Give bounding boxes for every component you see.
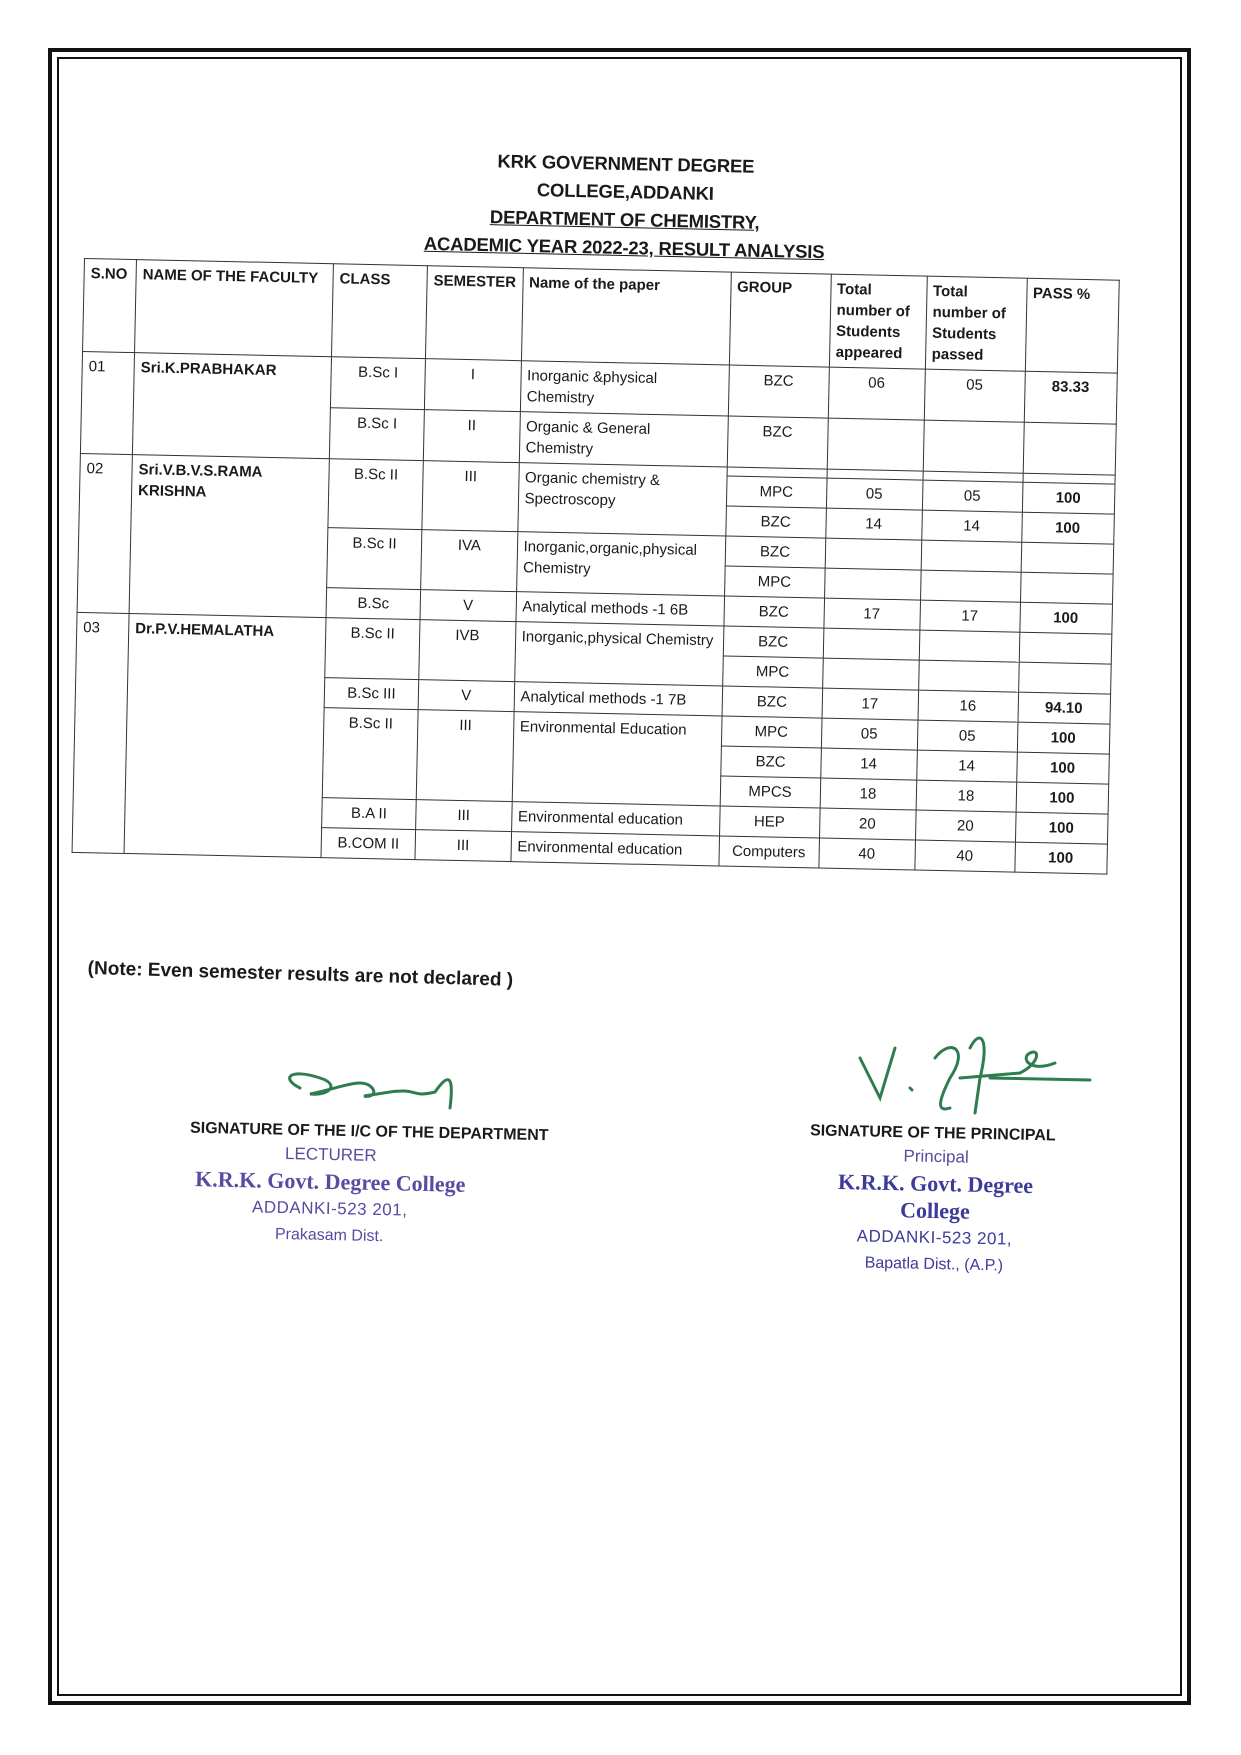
col-header-appeared: Total number of Students appeared bbox=[829, 274, 927, 369]
group-cell: HEP bbox=[719, 806, 820, 838]
group-cell: BZC bbox=[720, 746, 821, 778]
passed-cell: 16 bbox=[918, 690, 1019, 722]
paper-cell: Inorganic,organic,physical Chemistry bbox=[516, 532, 725, 596]
appeared-cell: 14 bbox=[820, 748, 917, 780]
appeared-cell: 18 bbox=[820, 778, 917, 810]
principal-signature-label: SIGNATURE OF THE PRINCIPAL bbox=[809, 1122, 1056, 1145]
semester-cell: III bbox=[415, 830, 511, 862]
group-cell: MPC bbox=[722, 656, 823, 688]
col-header-semester: SEMESTER bbox=[425, 266, 522, 361]
document-header bbox=[409, 146, 841, 267]
department-signature-label: SIGNATURE OF THE I/C OF THE DEPARTMENT bbox=[189, 1119, 549, 1145]
class-cell: B.Sc II bbox=[328, 459, 423, 530]
appeared-cell: 05 bbox=[821, 718, 918, 750]
group-cell: BZC bbox=[725, 506, 826, 538]
col-header-paper: Name of the paper bbox=[521, 268, 731, 365]
paper-cell: Environmental education bbox=[510, 832, 719, 866]
department-stamp bbox=[179, 1138, 481, 1252]
appeared-cell: 17 bbox=[823, 598, 920, 630]
semester-cell: V bbox=[418, 680, 514, 712]
paper-cell: Organic chemistry & Spectroscopy bbox=[517, 463, 726, 536]
appeared-cell bbox=[823, 628, 920, 660]
pass-percent-cell: 100 bbox=[1021, 512, 1114, 544]
appeared-cell bbox=[825, 538, 922, 570]
paper-cell: Analytical methods -1 7B bbox=[514, 682, 723, 716]
class-cell: B.Sc II bbox=[322, 708, 418, 800]
appeared-cell: 17 bbox=[822, 688, 919, 720]
class-cell: B.A II bbox=[322, 798, 417, 830]
semester-cell: IVA bbox=[421, 530, 518, 592]
group-cell: BZC bbox=[727, 416, 828, 469]
note-text: (Note: Even semester results are not declared ) bbox=[87, 958, 514, 991]
col-header-group: GROUP bbox=[729, 272, 831, 367]
result-table bbox=[72, 258, 1120, 875]
pass-percent-cell bbox=[1018, 662, 1111, 694]
group-cell: MPC bbox=[721, 716, 822, 748]
pass-percent-cell bbox=[1023, 422, 1116, 475]
pass-percent-cell bbox=[1020, 572, 1113, 604]
pass-percent-cell: 100 bbox=[1019, 602, 1112, 634]
result-table-wrapper bbox=[72, 258, 1120, 875]
pass-percent-cell bbox=[1021, 542, 1114, 574]
stamp-college-name: K.R.K. Govt. Degree College bbox=[194, 1166, 466, 1197]
group-cell: MPCS bbox=[720, 776, 821, 808]
appeared-cell: 40 bbox=[818, 838, 915, 870]
stamp-address: ADDANKI-523 201, bbox=[856, 1226, 1013, 1249]
semester-cell: III bbox=[416, 710, 513, 802]
sno-cell: 01 bbox=[80, 351, 134, 454]
faculty-name-cell: Sri.V.B.V.S.RAMA KRISHNA bbox=[129, 455, 329, 618]
paper-cell: Analytical methods -1 6B bbox=[515, 592, 724, 626]
passed-cell: 14 bbox=[916, 750, 1017, 782]
handwritten-signature-icon bbox=[840, 1018, 1100, 1128]
paper-cell: Inorganic &physical Chemistry bbox=[520, 361, 729, 416]
paper-cell: Inorganic,physical Chemistry bbox=[514, 622, 723, 686]
col-header-class: CLASS bbox=[331, 264, 427, 359]
semester-cell: II bbox=[423, 410, 520, 463]
appeared-cell bbox=[827, 418, 924, 471]
principal-stamp bbox=[799, 1140, 1072, 1281]
group-cell: BZC bbox=[728, 365, 829, 418]
semester-cell: III bbox=[416, 800, 512, 832]
group-cell: MPC bbox=[726, 476, 827, 508]
passed-cell: 05 bbox=[917, 720, 1018, 752]
department-name: DEPARTMENT OF CHEMISTRY, bbox=[489, 206, 760, 233]
pass-percent-cell: 100 bbox=[1022, 482, 1115, 514]
pass-percent-cell: 100 bbox=[1017, 722, 1110, 754]
document-title: ACADEMIC YEAR 2022-23, RESULT ANALYSIS bbox=[423, 232, 825, 263]
class-cell: B.Sc II bbox=[327, 528, 422, 590]
passed-cell bbox=[919, 630, 1020, 662]
class-cell: B.Sc bbox=[326, 588, 421, 620]
semester-cell: V bbox=[420, 590, 516, 622]
principal-signature-block bbox=[810, 1018, 1070, 1278]
handwritten-signature-icon bbox=[260, 1048, 480, 1118]
passed-cell: 05 bbox=[924, 369, 1025, 422]
col-header-sno: S.NO bbox=[83, 259, 137, 353]
class-cell: B.Sc I bbox=[329, 408, 424, 461]
group-cell: BZC bbox=[722, 686, 823, 718]
class-cell: B.Sc III bbox=[324, 678, 419, 710]
paper-cell: Environmental Education bbox=[512, 712, 722, 806]
pass-percent-cell bbox=[1019, 632, 1112, 664]
class-cell: B.Sc II bbox=[325, 618, 420, 680]
pass-percent-cell: 100 bbox=[1016, 752, 1109, 784]
class-cell: B.COM II bbox=[321, 828, 416, 860]
appeared-cell bbox=[822, 658, 919, 690]
group-cell: MPC bbox=[724, 566, 825, 598]
col-header-faculty: NAME OF THE FACULTY bbox=[135, 260, 334, 357]
paper-cell: Organic & General Chemistry bbox=[519, 412, 728, 467]
passed-cell bbox=[918, 660, 1019, 692]
col-header-pass-percent: PASS % bbox=[1025, 278, 1119, 373]
stamp-designation: Principal bbox=[903, 1146, 969, 1167]
faculty-name-cell: Sri.K.PRABHAKAR bbox=[132, 353, 331, 459]
pass-percent-cell: 100 bbox=[1016, 782, 1109, 814]
pass-percent-cell: 100 bbox=[1015, 812, 1108, 844]
passed-cell bbox=[923, 420, 1024, 473]
group-cell: BZC bbox=[723, 626, 824, 658]
faculty-name-cell: Dr.P.V.HEMALATHA bbox=[124, 614, 326, 858]
stamp-college-name: K.R.K. Govt. Degree College bbox=[837, 1168, 1034, 1224]
group-cell: Computers bbox=[718, 836, 819, 868]
passed-cell: 40 bbox=[914, 840, 1015, 872]
appeared-cell: 06 bbox=[828, 367, 925, 420]
stamp-district: Bapatla Dist., (A.P.) bbox=[864, 1254, 1004, 1275]
passed-cell: 05 bbox=[922, 480, 1023, 512]
appeared-cell: 20 bbox=[819, 808, 916, 840]
paper-cell: Environmental education bbox=[511, 802, 720, 836]
stamp-address: ADDANKI-523 201, bbox=[251, 1197, 408, 1220]
pass-percent-cell: 100 bbox=[1014, 842, 1107, 874]
passed-cell: 14 bbox=[921, 510, 1022, 542]
semester-cell: IVB bbox=[419, 620, 516, 682]
col-header-passed: Total number of Students passed bbox=[925, 276, 1027, 371]
department-signature-block bbox=[189, 1048, 549, 1249]
sno-cell: 02 bbox=[77, 453, 132, 613]
pass-percent-cell: 83.33 bbox=[1024, 371, 1117, 424]
stamp-designation: LECTURER bbox=[284, 1144, 377, 1165]
sno-cell: 03 bbox=[72, 612, 129, 853]
group-cell: BZC bbox=[723, 596, 824, 628]
passed-cell: 20 bbox=[915, 810, 1016, 842]
pass-percent-cell: 94.10 bbox=[1017, 692, 1110, 724]
college-name: KRK GOVERNMENT DEGREE COLLEGE,ADDANKI bbox=[497, 150, 755, 204]
appeared-cell: 14 bbox=[825, 508, 922, 540]
passed-cell bbox=[921, 540, 1022, 572]
appeared-cell: 05 bbox=[826, 478, 923, 510]
group-cell: BZC bbox=[725, 536, 826, 568]
class-cell: B.Sc I bbox=[330, 357, 425, 410]
passed-cell: 18 bbox=[916, 780, 1017, 812]
appeared-cell bbox=[824, 568, 921, 600]
passed-cell bbox=[920, 570, 1021, 602]
semester-cell: III bbox=[422, 461, 519, 532]
passed-cell: 17 bbox=[919, 600, 1020, 632]
semester-cell: I bbox=[424, 359, 521, 412]
stamp-district: Prakasam Dist. bbox=[274, 1225, 384, 1246]
